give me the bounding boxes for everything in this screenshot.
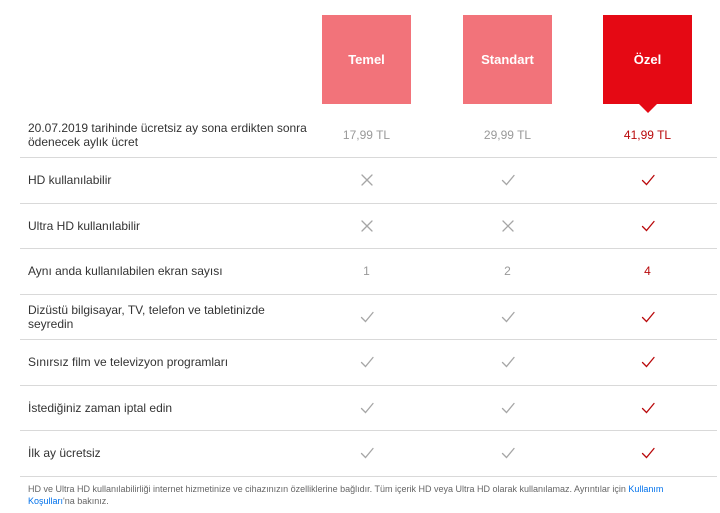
feature-value-ozel xyxy=(603,172,692,188)
feature-value-standart xyxy=(463,354,552,370)
feature-value-temel xyxy=(322,445,411,461)
plan-standart[interactable] xyxy=(463,15,552,104)
feature-row xyxy=(20,340,717,386)
plan-ozel[interactable] xyxy=(603,15,692,104)
plan-standart-label: Standart xyxy=(481,52,534,67)
feature-value-standart xyxy=(463,218,552,234)
terms-link[interactable]: Kullanım Koşulları xyxy=(28,484,664,506)
checkmark-icon xyxy=(359,309,375,325)
footer-text: HD ve Ultra HD kullanılabilirliği internet hizmetinize ve cihazınızın özelliklerine bağlıdır. Tüm içerik HD veya Ultra HD olarak kullanılamaz. Ayrıntılar için xyxy=(28,484,629,494)
checkmark-icon xyxy=(359,445,375,461)
cross-icon xyxy=(359,218,375,234)
feature-value-standart: 2 xyxy=(504,264,511,279)
feature-label: Aynı anda kullanılabilen ekran sayısı xyxy=(28,264,223,279)
feature-value-ozel xyxy=(603,400,692,416)
feature-row xyxy=(20,431,717,477)
feature-label: Dizüstü bilgisayar, TV, telefon ve tabletinizde seyredin xyxy=(28,302,265,331)
checkmark-icon xyxy=(500,309,516,325)
checkmark-icon xyxy=(500,445,516,461)
feature-value-ozel xyxy=(603,354,692,370)
checkmark-icon xyxy=(640,400,656,416)
feature-label: İlk ay ücretsiz xyxy=(28,446,101,461)
footer-note xyxy=(28,483,708,507)
plan-temel-label: Temel xyxy=(348,52,385,67)
feature-value-standart xyxy=(463,445,552,461)
feature-value-temel xyxy=(322,354,411,370)
feature-row xyxy=(20,158,717,204)
feature-value-standart xyxy=(463,172,552,188)
feature-label: Ultra HD kullanılabilir xyxy=(28,218,141,233)
price-row-label: 20.07.2019 tarihinde ücretsiz ay sona erdikten sonra ödenecek aylık ücret xyxy=(28,121,307,149)
feature-value-temel: 1 xyxy=(363,264,370,279)
feature-value-temel xyxy=(322,218,411,234)
feature-row xyxy=(20,386,717,432)
feature-row xyxy=(20,204,717,250)
feature-row xyxy=(20,249,717,295)
price-standart: 29,99 TL xyxy=(483,128,532,142)
feature-label: İstediğiniz zaman iptal edin xyxy=(28,400,173,415)
checkmark-icon xyxy=(359,400,375,416)
feature-value-ozel xyxy=(603,309,692,325)
checkmark-icon xyxy=(640,172,656,188)
checkmark-icon xyxy=(640,309,656,325)
feature-value-ozel xyxy=(603,218,692,234)
feature-value-ozel: 4 xyxy=(644,264,651,279)
checkmark-icon xyxy=(640,218,656,234)
footer-suffix: 'na bakınız. xyxy=(63,496,109,506)
plan-ozel-label: Özel xyxy=(633,52,662,67)
checkmark-icon xyxy=(640,354,656,370)
feature-row xyxy=(20,295,717,341)
checkmark-icon xyxy=(359,354,375,370)
checkmark-icon xyxy=(500,354,516,370)
feature-value-standart xyxy=(463,309,552,325)
plan-temel[interactable] xyxy=(322,15,411,104)
feature-value-temel xyxy=(322,400,411,416)
checkmark-icon xyxy=(640,445,656,461)
price-temel: 17,99 TL xyxy=(342,128,391,142)
feature-label: HD kullanılabilir xyxy=(28,173,112,188)
feature-value-temel xyxy=(322,309,411,325)
checkmark-icon xyxy=(500,172,516,188)
feature-value-temel xyxy=(322,172,411,188)
feature-value-standart xyxy=(463,400,552,416)
price-ozel: 41,99 TL xyxy=(623,128,672,142)
price-row xyxy=(20,113,717,158)
feature-label: Sınırsız film ve televizyon programları xyxy=(28,355,229,370)
cross-icon xyxy=(500,218,516,234)
feature-value-ozel xyxy=(603,445,692,461)
cross-icon xyxy=(359,172,375,188)
checkmark-icon xyxy=(500,400,516,416)
